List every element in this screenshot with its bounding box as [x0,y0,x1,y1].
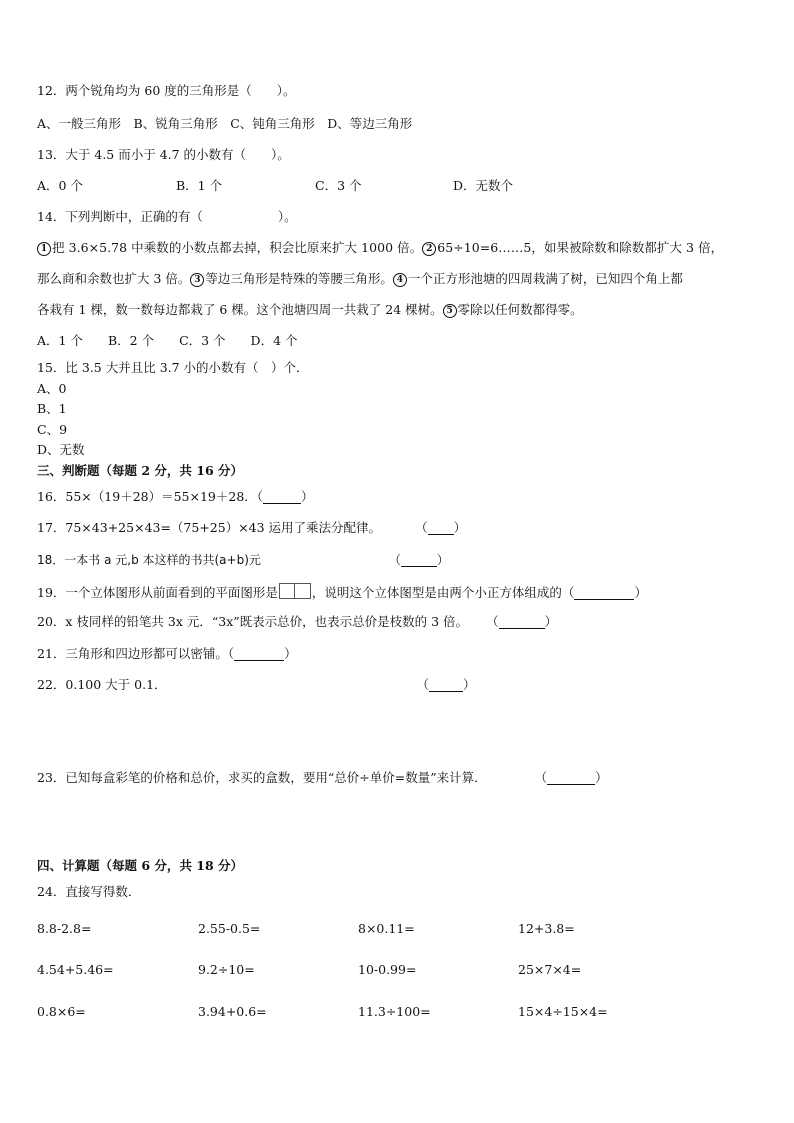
calc-item: 8×0.11= [358,921,415,936]
circled-number-2: 2 [422,242,436,256]
question-13-option-d: D．无数个 [453,178,514,193]
question-12-stem: 12．两个锐角均为 60 度的三角形是（ ）。 [37,83,296,98]
question-16: 16．55×（19＋28）＝55×19＋28．（ ） [37,489,314,504]
question-14-line-1: 1 把 3.6×5.78 中乘数的小数点都去掉，积会比原来扩大 1000 倍。 2 65÷10=6……5，如果被除数和除数都扩大 3 倍， [37,240,723,256]
question-22: 22．0.100 大于 0.1． （ ） [37,677,476,692]
question-23: 23．已知每盒彩笔的价格和总价，求买的盒数，要用“总价÷单价=数量”来计算． （ ） [37,770,608,785]
question-17: 17．75×43+25×43=（75+25）×43 运用了乘法分配律。 （ ） [37,520,467,535]
question-14-options: A．1 个 B．2 个 C．3 个 D．4 个 [37,333,298,348]
question-24-stem: 24．直接写得数． [37,884,141,899]
circled-number-3: 3 [190,273,204,287]
question-14-stem: 14．下列判断中，正确的有（ ）。 [37,209,297,224]
answer-blank-22[interactable] [429,679,463,692]
two-squares-figure [279,583,311,599]
calc-item: 4.54+5.46= [37,962,114,977]
answer-blank-20[interactable] [499,616,545,629]
question-13-option-c: C．3 个 [315,178,362,193]
question-21: 21．三角形和四边形都可以密铺。（ ） [37,646,297,661]
question-15-option-c: C、9 [37,422,68,437]
question-14-line-3: 各栽有 1 棵，数一数每边都栽了 6 棵。这个池塘四周一共栽了 24 棵树。 5 零除以任何数都得零。 [37,302,583,317]
calc-item: 11.3÷100= [358,1004,431,1019]
calc-item: 3.94+0.6= [198,1004,267,1019]
question-13-stem: 13．大于 4.5 而小于 4.7 的小数有（ ）。 [37,147,290,162]
circled-number-5: 5 [443,304,457,318]
calc-item: 12+3.8= [518,921,575,936]
section-3-heading: 三、判断题（每题 2 分，共 16 分） [37,463,244,478]
question-18: 18．一本书 a 元,b 本这样的书共(a+b)元 （ ） [37,553,449,567]
calc-item: 2.55-0.5= [198,921,261,936]
question-15-stem: 15．比 3.5 大并且比 3.7 小的小数有（ ）个． [37,360,309,375]
calc-item: 9.2÷10= [198,962,255,977]
answer-blank-18[interactable] [401,554,437,567]
answer-blank-19[interactable] [574,587,634,600]
calc-item: 25×7×4= [518,962,582,977]
question-12-options: A、一般三角形 B、锐角三角形 C、钝角三角形 D、等边三角形 [37,116,413,131]
circled-number-1: 1 [37,242,51,256]
circled-number-4: 4 [393,273,407,287]
answer-blank-16[interactable] [263,491,301,504]
calc-item: 8.8-2.8= [37,921,92,936]
question-15-option-b: B、1 [37,401,67,416]
question-13-option-a: A．0 个 [37,178,83,193]
calc-item: 0.8×6= [37,1004,86,1019]
question-15-option-d: D、无数 [37,442,85,457]
answer-blank-21[interactable] [234,648,284,661]
calc-item: 10-0.99= [358,962,417,977]
question-19: 19．一个立体图形从前面看到的平面图形是 ，说明这个立体图型是由两个小正方体组成的（ ） [37,585,647,600]
calc-item: 15×4÷15×4= [518,1004,608,1019]
answer-blank-23[interactable] [547,772,595,785]
question-15-option-a: A、0 [37,381,67,396]
question-13-option-b: B．1 个 [176,178,223,193]
answer-blank-17[interactable] [428,522,454,535]
question-14-line-2: 那么商和余数也扩大 3 倍。 3 等边三角形是特殊的等腰三角形。 4 一个正方形池塘的四周栽满了树，已知四个角上都 [37,271,683,286]
question-20: 20．x 枝同样的铅笔共 3x 元．“3x”既表示总价，也表示总价是枝数的 3 倍。 （ ） [37,614,558,629]
section-4-heading: 四、计算题（每题 6 分，共 18 分） [37,858,244,873]
